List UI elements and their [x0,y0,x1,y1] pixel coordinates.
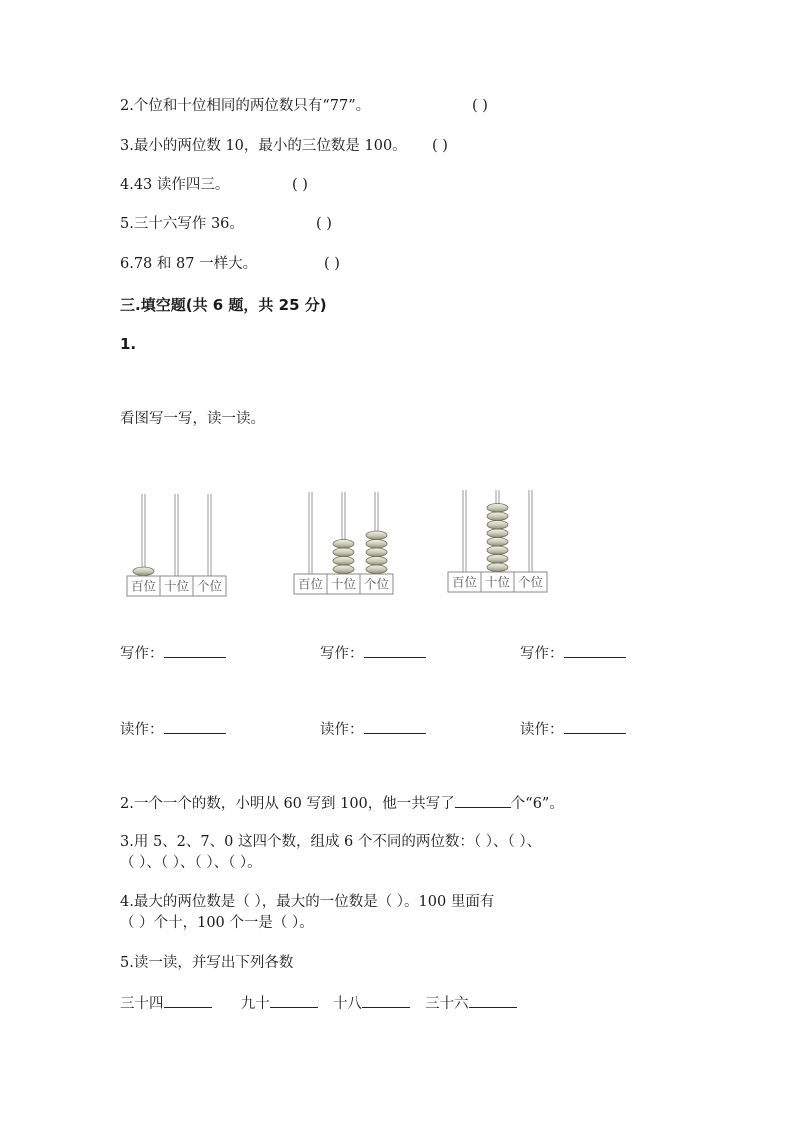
abacus-figure-1 [125,494,229,600]
question-3-line-2: （ ）、（ ）、（ ）、（ ）。 [120,855,262,871]
number-word: 三十四 [120,996,164,1012]
answer-blank[interactable] [164,643,226,658]
question-2 [120,793,564,814]
answer-blank[interactable] [164,993,212,1008]
abacus-bead [133,567,154,576]
abacus-bead [487,521,508,530]
write-label: 写作： [120,646,164,662]
abacus-bead [333,557,354,566]
question-text: 2.一个一个的数，小明从 60 写到 100，他一共写了 [120,796,455,812]
judgement-text: 5.三十六写作 36。 [120,216,244,232]
answer-blank[interactable] [564,643,626,658]
answer-blank[interactable] [364,643,426,658]
read-label: 读作： [520,722,564,738]
abacus-bead [366,531,387,540]
answer-blank[interactable] [469,993,517,1008]
number-word: 九十 [240,996,270,1012]
judgement-item [120,175,308,195]
abacus-bead [487,546,508,555]
answer-blank[interactable] [564,719,626,734]
abacus-svg [125,494,229,600]
answer-blank[interactable] [164,719,226,734]
answer-paren[interactable]: ( ) [432,138,448,154]
write-label: 写作： [320,646,364,662]
question-number: 1. [120,335,137,353]
abacus-bead [366,540,387,549]
place-value-label: 十位 [163,578,190,594]
abacus-bead [487,504,508,513]
read-label: 读作： [320,722,364,738]
write-label: 写作： [520,646,564,662]
abacus-bead [487,512,508,521]
answer-paren[interactable]: ( ) [324,256,340,272]
read-field-1[interactable] [120,718,226,739]
judgement-text: 3.最小的两位数 10，最小的三位数是 100。 [120,138,407,154]
abacus-bead [366,565,387,574]
judgement-text: 6.78 和 87 一样大。 [120,256,258,272]
abacus-bead [366,548,387,557]
question-instruction: 看图写一写，读一读。 [120,411,265,427]
judgement-text: 2.个位和十位相同的两位数只有“77”。 [120,98,371,114]
abacus-bead [333,565,354,574]
abacus-bead [333,548,354,557]
question-4-line-2: （ ）个十，100 个一是（ ）。 [120,915,314,931]
place-value-label: 百位 [451,574,478,590]
judgement-item [120,136,448,156]
abacus-bead [333,540,354,549]
write-field-1[interactable] [120,642,226,663]
answer-paren[interactable]: ( ) [316,216,332,232]
place-value-label: 百位 [130,578,157,594]
place-value-label: 个位 [363,576,390,592]
answer-blank[interactable] [364,719,426,734]
abacus-svg [446,490,550,596]
question-4-line-1: 4.最大的两位数是（ ），最大的一位数是（ ）。100 里面有 [120,894,495,910]
question-5-items [120,993,517,1014]
answer-paren[interactable]: ( ) [292,177,308,193]
question-5-title: 5.读一读，并写出下列各数 [120,955,294,971]
answer-blank[interactable] [455,793,511,808]
question-3-line-1: 3.用 5、2、7、0 这四个数，组成 6 个不同的两位数：（ ）、（ ）、 [120,834,542,850]
write-field-2[interactable] [320,642,426,663]
abacus-bead [366,557,387,566]
question-text-tail: 个“6”。 [510,796,564,812]
abacus-svg [292,492,396,598]
read-label: 读作： [120,722,164,738]
read-field-3[interactable] [520,718,626,739]
judgement-item [120,254,340,274]
write-field-3[interactable] [520,642,626,663]
place-value-label: 十位 [330,576,357,592]
place-value-label: 十位 [484,574,511,590]
abacus-bead [487,538,508,547]
answer-blank[interactable] [362,993,410,1008]
abacus-bead [487,555,508,564]
abacus-bead [487,529,508,538]
section-heading: 三.填空题(共 6 题，共 25 分) [120,296,327,314]
place-value-label: 个位 [517,574,544,590]
read-field-2[interactable] [320,718,426,739]
number-word: 十八 [332,996,362,1012]
abacus-figure-3 [446,490,550,596]
judgement-item [120,96,488,116]
place-value-label: 个位 [196,578,223,594]
number-word: 三十六 [425,996,469,1012]
answer-blank[interactable] [270,993,318,1008]
abacus-figure-2 [292,492,396,598]
abacus-bead [487,563,508,572]
answer-paren[interactable]: ( ) [472,98,488,114]
place-value-label: 百位 [297,576,324,592]
judgement-text: 4.43 读作四三。 [120,177,230,193]
judgement-item [120,214,332,234]
